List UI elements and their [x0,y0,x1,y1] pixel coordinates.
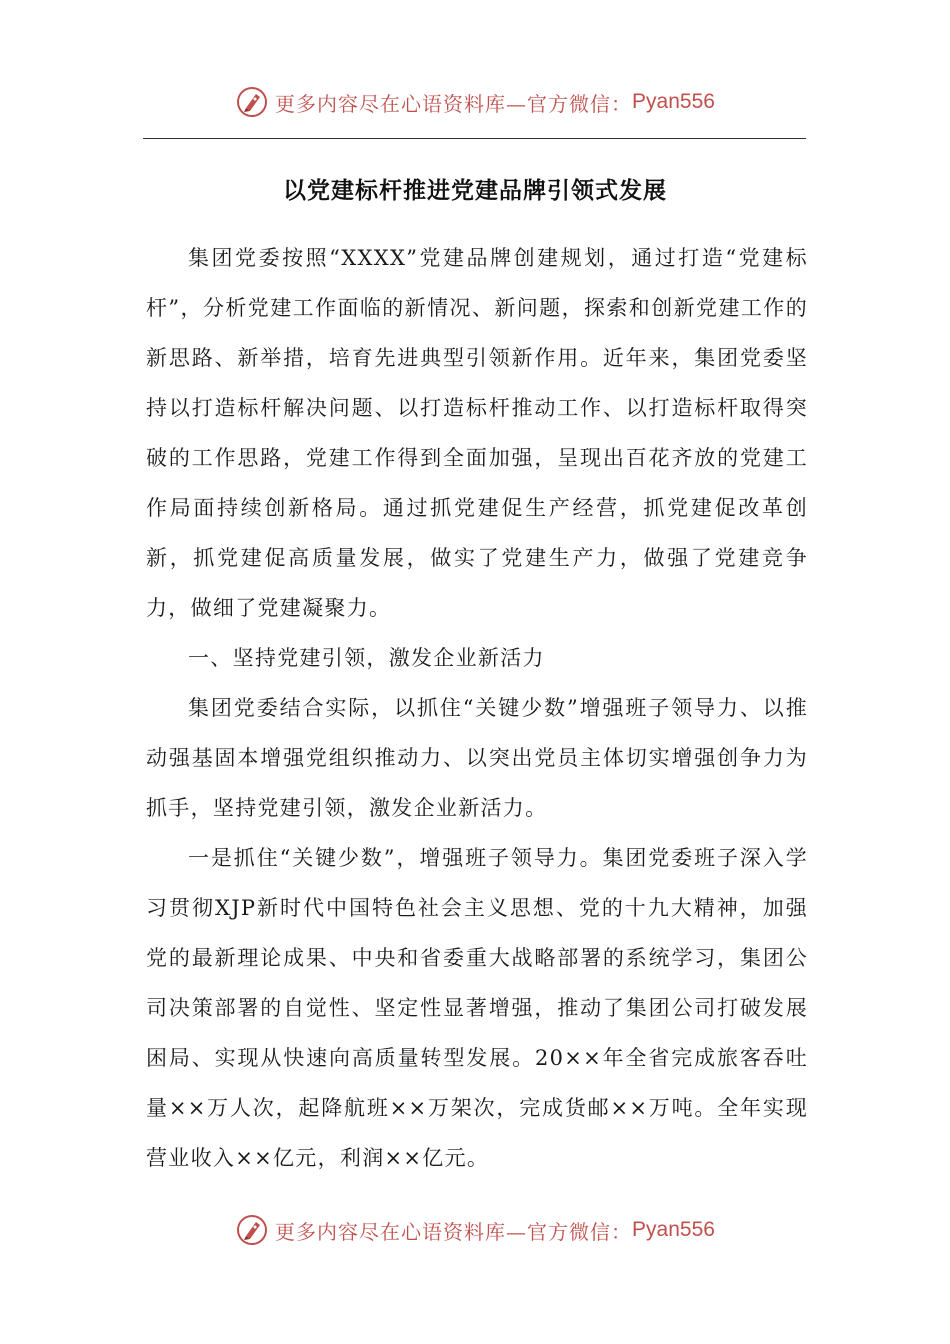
document-title: 以党建标杆推进党建品牌引领式发展 [283,178,667,204]
header-wechat-id: Pyan556 [632,90,715,113]
pen-nib-logo-icon [235,85,269,119]
pen-nib-logo-icon [235,1213,269,1247]
paragraph: 集团党委按照“XXXX”党建品牌创建规划，通过打造“党建标杆”，分析党建工作面临的新情况、新问题，探索和创新党建工作的新思路、新举措，培育先进典型引领新作用。近年来，集团党委坚持以打造标杆解决问题、以打造标杆推动工作、以打造标杆取得突破的工作思路，党建工作得到全面加强，呈现出百花齐放的党建工作局面持续创新格局。通过抓党建促生产经营，抓党建促改革创新，抓党建促高质量发展，做实了党建生产力，做强了党建竞争力，做细了党建凝聚力。 [146,246,808,620]
footer-wechat-id: Pyan556 [632,1218,715,1241]
document-body [146,233,808,1183]
header-banner-text: 更多内容尽在心语资料库—官方微信： [275,91,633,116]
footer-banner-text: 更多内容尽在心语资料库—官方微信： [275,1219,633,1244]
paragraph: 集团党委结合实际，以抓住“关键少数”增强班子领导力、以推动强基固本增强党组织推动力、以突出党员主体切实增强创争力为抓手，坚持党建引领，激发企业新活力。 [146,696,808,820]
paragraph: 一是抓住“关键少数”，增强班子领导力。集团党委班子深入学习贯彻XJP新时代中国特色社会主义思想、党的十九大精神，加强党的最新理论成果、中央和省委重大战略部署的系统学习，集团公司决策部署的自觉性、坚定性显著增强，推动了集团公司打破发展困局、实现从快速向高质量转型发展。20××年全省完成旅客吞吐量××万人次，起降航班××万架次，完成货邮××万吨。全年实现营业收入××亿元，利润××亿元。 [146,846,808,1170]
section-heading: 一、坚持党建引领，激发企业新活力 [188,646,545,670]
header-divider [143,138,806,139]
footer-banner [0,1210,950,1250]
header-banner [0,82,950,122]
